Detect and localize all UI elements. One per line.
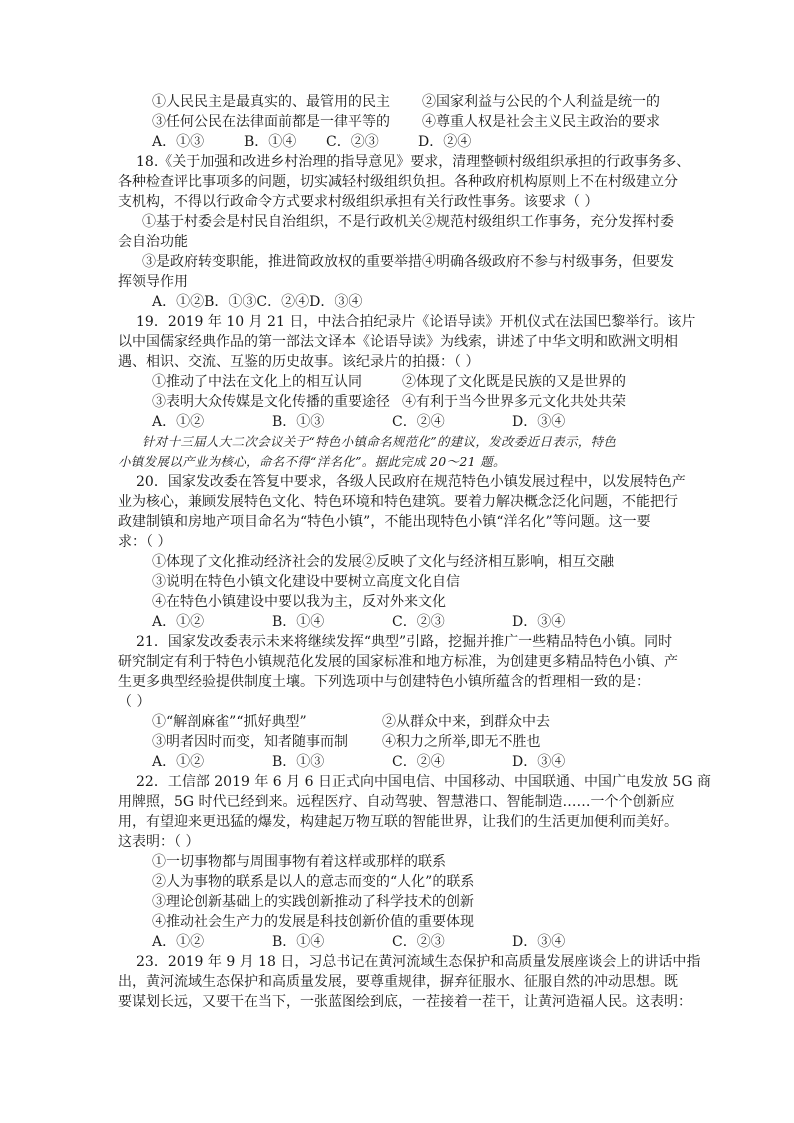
q22-choice-b: B．①④ (272, 934, 325, 950)
q22-option-line-4: ④推动社会生产力的发展是科技创新价值的重要体现 (152, 914, 474, 930)
q21-option-3: ③明者因时而变，知者随事而制 (152, 734, 348, 750)
q19-choice-b: B．①③ (272, 414, 325, 430)
q21-option-4: ④积力之所举,即无不胜也 (382, 734, 541, 750)
q21-stem-line-1: 21．国家发改委表示未来将继续发挥“典型”引路，挖掘并推广一些精品特色小镇。同时 (136, 634, 673, 650)
q21-stem-line-4: （ ） (118, 694, 151, 710)
q19-choice-d: D．③④ (512, 414, 566, 430)
q21-options-row-1 (118, 712, 678, 732)
q18-choices: A．①②B．①③C．②④D．③④ (152, 294, 363, 310)
q21-option-2: ②从群众中来，到群众中去 (382, 714, 550, 730)
q18-stem-line-3: 支机构，不得以行政命令方式要求村级组织承担有关行政性事务。该要求（ ） (118, 194, 599, 210)
q18-option-line-4: 挥领导作用 (118, 274, 188, 290)
q20-stem-line-3: 政建制镇和房地产项目命名为“特色小镇”，不能出现特色小镇“洋名化”等问题。这一要 (118, 514, 651, 530)
q18-option-line-2: 会自治功能 (118, 234, 188, 250)
q18-stem-line-2: 各种检查评比事项多的问题，切实减轻村级组织负担。各种政府机构原则上不在村级建立分 (118, 174, 678, 190)
q19-stem-line-1: 19．2019 年 10 月 21 日，中法合拍纪录片《论语导读》开机仪式在法国巴黎举行。该片 (136, 314, 696, 330)
q19-option-2: ②体现了文化既是民族的又是世界的 (402, 374, 626, 390)
q19-choices (118, 412, 678, 432)
q20-choices (118, 612, 678, 632)
q20-choice-d: D．③④ (512, 614, 566, 630)
q17-option-3: ③任何公民在法律面前都是一律平等的 (152, 114, 390, 130)
q22-stem-line-4: 这表明：（ ） (118, 834, 200, 850)
q22-option-line-2: ②人为事物的联系是以人的意志而变的“人化”的联系 (152, 874, 475, 890)
q20-stem-line-1: 20．国家发改委在答复中要求，各级人民政府在规范特色小镇发展过程中，以发展特色产 (136, 474, 686, 490)
q17-options-row-2 (118, 112, 678, 132)
q20-option-line-2: ③说明在特色小镇文化建设中要树立高度文化自信 (152, 574, 460, 590)
q19-stem-line-2: 以中国儒家经典作品的第一部法文译本《论语导读》为线索，讲述了中华文明和欧洲文明相 (118, 334, 678, 350)
q19-option-1: ①推动了中法在文化上的相互认同 (152, 374, 362, 390)
q20-choice-b: B．①④ (272, 614, 325, 630)
q19-options-row-2 (118, 392, 678, 412)
q21-choices (118, 752, 678, 772)
q21-stem-line-2: 研究制定有利于特色小镇规范化发展的国家标准和地方标准，为创建更多精品特色小镇、产 (118, 654, 678, 670)
material-line-2: 小镇发展以产业为核心，命名不得“洋名化”。据此完成 20～21 题。 (118, 454, 506, 469)
q21-choice-a: A．①② (152, 754, 205, 770)
q17-choices (118, 132, 678, 152)
q21-stem-line-3: 生更多典型经验提供制度土壤。下列选项中与创建特色小镇所蕴含的哲理相一致的是： (118, 674, 650, 690)
q22-stem-line-3: 用，有望迎来更迅猛的爆发，构建起万物互联的智能世界，让我们的生活更加便利而美好。 (118, 814, 678, 830)
q22-choice-c: C．②③ (392, 934, 445, 950)
q18-option-line-3: ③是政府转变职能，推进简政放权的重要举措④明确各级政府不参与村级事务，但要发 (142, 254, 674, 270)
q17-choice-b: B．①④ (244, 134, 297, 150)
q17-choice-c: C．②③ (326, 134, 379, 150)
q20-choice-c: C．②③ (392, 614, 445, 630)
q23-stem-line-1: 23．2019 年 9 月 18 日，习总书记在黄河流域生态保护和高质量发展座谈会上的讲话中指 (136, 954, 701, 970)
q19-stem-line-3: 遇、相识、交流、互鉴的历史故事。该纪录片的拍摄：（ ） (118, 354, 480, 370)
q17-choice-a: A．①③ (152, 134, 205, 150)
q22-choices (118, 932, 678, 952)
q21-option-1: ①“解剖麻雀”“抓好典型” (152, 714, 307, 730)
q18-stem-line-1: 18.《关于加强和改进乡村治理的指导意见》要求，清理整顿村级组织承担的行政事务多、 (136, 154, 691, 170)
q21-choice-b: B．①③ (272, 754, 325, 770)
q17-option-4: ④尊重人权是社会主义民主政治的要求 (422, 114, 660, 130)
q23-stem-line-2: 出，黄河流域生态保护和高质量发展，要尊重规律，摒弃征服水、征服自然的冲动思想。既 (118, 974, 678, 990)
q22-choice-d: D．③④ (512, 934, 566, 950)
q22-stem-line-2: 用牌照，5G 时代已经到来。远程医疗、自动驾驶、智慧港口、智能制造……一个个创新应 (118, 794, 675, 810)
q20-option-line-3: ④在特色小镇建设中要以我为主，反对外来文化 (152, 594, 446, 610)
q17-option-1: ①人民民主是最真实的、最管用的民主 (152, 94, 390, 110)
q19-option-4: ④有利于当今世界多元文化共处共荣 (402, 394, 626, 410)
q22-option-line-3: ③理论创新基础上的实践创新推动了科学技术的创新 (152, 894, 474, 910)
q20-choice-a: A．①② (152, 614, 205, 630)
material-line-1: 针对十三届人大二次会议关于“特色小镇命名规范化”的建议，发改委近日表示，特色 (142, 434, 617, 449)
q19-choice-a: A．①② (152, 414, 205, 430)
q20-option-line-1: ①体现了文化推动经济社会的发展②反映了文化与经济相互影响，相互交融 (152, 554, 614, 570)
q22-choice-a: A．①② (152, 934, 205, 950)
q21-choice-c: C．②④ (392, 754, 445, 770)
q21-options-row-2 (118, 732, 678, 752)
exam-page (118, 92, 711, 1012)
q19-choice-c: C．②④ (392, 414, 445, 430)
q19-option-3: ③表明大众传媒是文化传播的重要途径 (152, 394, 390, 410)
q20-stem-line-4: 求：（ ） (118, 534, 172, 550)
q20-stem-line-2: 业为核心，兼顾发展特色文化、特色环境和特色建筑。要着力解决概念泛化问题，不能把行 (118, 494, 678, 510)
q17-choice-d: D．②④ (418, 134, 472, 150)
q18-option-line-1: ①基于村委会是村民自治组织，不是行政机关②规范村级组织工作事务，充分发挥村委 (142, 214, 674, 230)
q17-option-2: ②国家利益与公民的个人利益是统一的 (422, 94, 660, 110)
q22-stem-line-1: 22．工信部 2019 年 6 月 6 日正式向中国电信、中国移动、中国联通、中国广电发放 5G 商 (136, 774, 711, 790)
q19-options-row-1 (118, 372, 678, 392)
q17-options-row-1 (118, 92, 678, 112)
q23-stem-line-3: 要谋划长远，又要干在当下，一张蓝图绘到底，一茬接着一茬干，让黄河造福人民。这表明： (118, 994, 692, 1010)
q21-choice-d: D．③④ (512, 754, 566, 770)
q22-option-line-1: ①一切事物都与周围事物有着这样或那样的联系 (152, 854, 446, 870)
